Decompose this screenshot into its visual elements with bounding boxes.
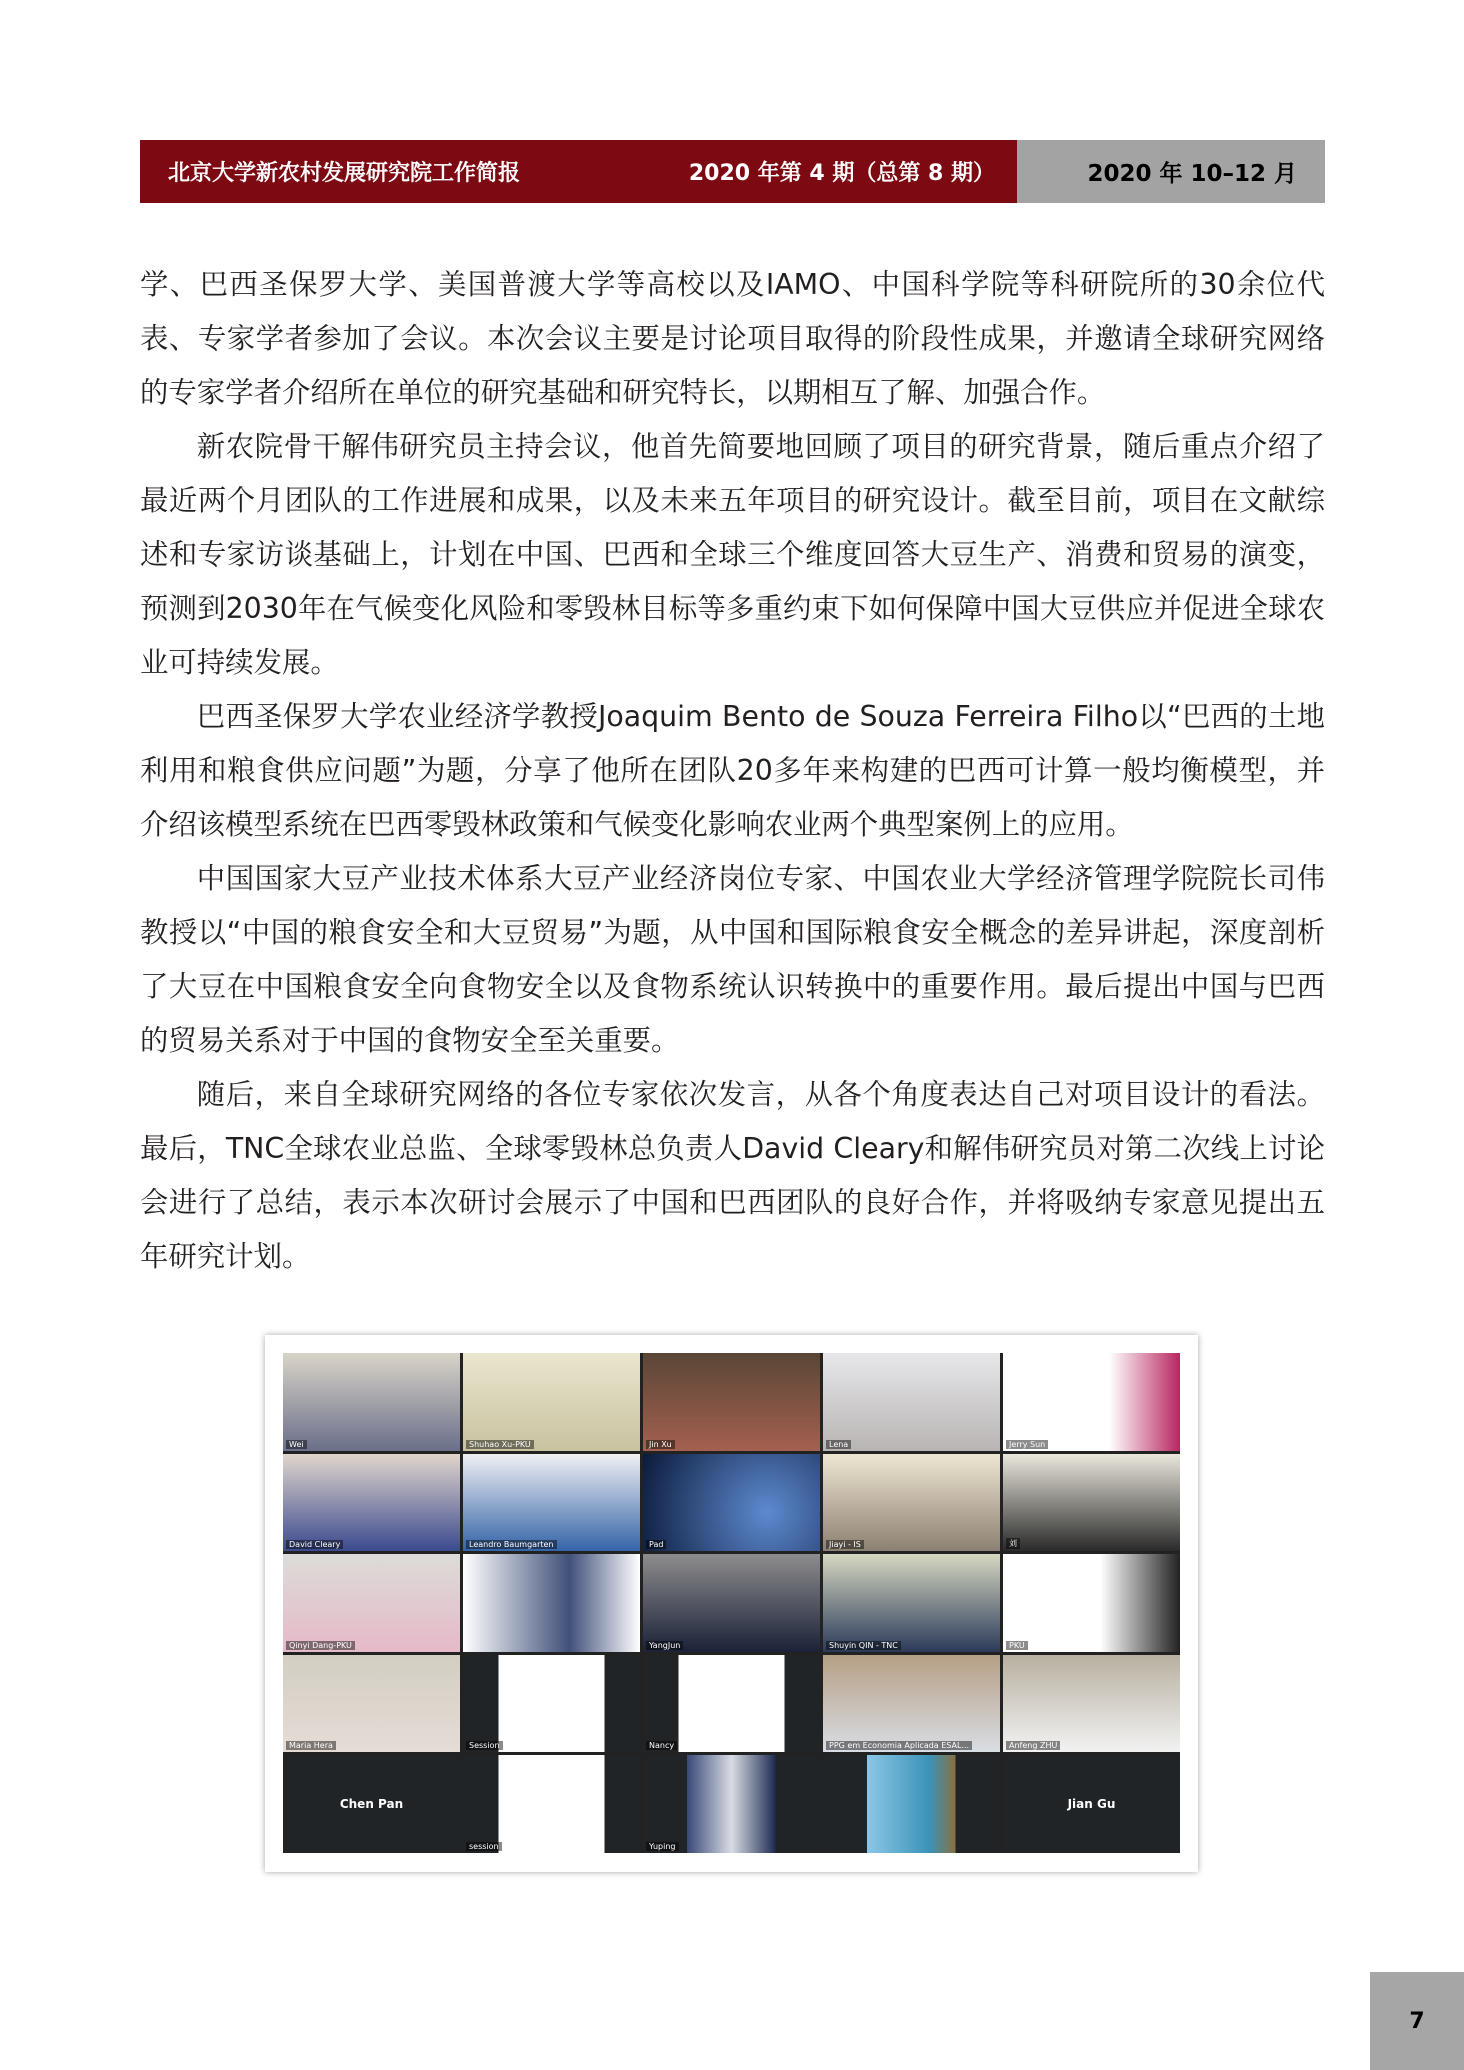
participant-name: YangJun xyxy=(646,1641,683,1650)
participant-name: Jerry Sun xyxy=(1006,1440,1048,1449)
participant-tile xyxy=(643,1353,820,1451)
paragraph: 中国国家大豆产业技术体系大豆产业经济岗位专家、中国农业大学经济管理学院院长司伟教授以“中国的粮食安全和大豆贸易”为题，从中国和国际粮食安全概念的差异讲起，深度剖析了大豆在中国粮食安全向食物安全以及食物系统认识转换中的重要作用。最后提出中国与巴西的贸易关系对于中国的食物安全至关重要。 xyxy=(140,862,1325,1057)
participant-name: Shuhao Xu-PKU xyxy=(466,1440,534,1449)
participant-tile xyxy=(823,1353,1000,1451)
participant-tile xyxy=(283,1353,460,1451)
running-header xyxy=(140,140,1325,203)
participant-tile xyxy=(1003,1353,1180,1451)
participant-name: Jiayi - IS xyxy=(826,1540,864,1549)
participant-name: Wei xyxy=(286,1440,307,1449)
participant-tile xyxy=(1003,1655,1180,1753)
participant-tile xyxy=(643,1655,820,1753)
participant-name: PPG em Economia Aplicada ESAL... xyxy=(826,1741,972,1750)
paragraph: 巴西圣保罗大学农业经济学教授Joaquim Bento de Souza Ferreira Filho以“巴西的土地利用和粮食供应问题”为题，分享了他所在团队20多年来构建的巴西可计算一般均衡模型，并介绍该模型系统在巴西零毁林政策和气候变化影响农业两个典型案例上的应用。 xyxy=(140,700,1325,841)
issue-period: 2020 年 10–12 月 xyxy=(1087,161,1297,187)
participant-name: David Cleary xyxy=(286,1540,343,1549)
participant-tile xyxy=(823,1554,1000,1652)
paragraph: 随后，来自全球研究网络的各位专家依次发言，从各个角度表达自己对项目设计的看法。最后，TNC全球农业总监、全球零毁林总负责人David Cleary和解伟研究员对第二次线上讨论会进行了总结，表示本次研讨会展示了中国和巴西团队的良好合作，并将吸纳专家意见提出五年研究计划。 xyxy=(140,1078,1325,1273)
participant-name: Chen Pan xyxy=(339,1797,404,1812)
participant-tile xyxy=(1003,1454,1180,1552)
participant-name: Nancy xyxy=(646,1741,677,1750)
participant-tile xyxy=(463,1353,640,1451)
participant-name: Leandro Baumgarten xyxy=(466,1540,557,1549)
participant-name: session xyxy=(466,1842,502,1851)
participant-name: 刘 xyxy=(1006,1538,1020,1549)
participant-name: Yuping xyxy=(646,1842,679,1851)
participant-name: Jin Xu xyxy=(646,1440,675,1449)
participant-name: Shuyin QIN - TNC xyxy=(826,1641,901,1650)
participant-tile xyxy=(643,1755,820,1853)
participant-tile xyxy=(283,1554,460,1652)
participant-tile xyxy=(1003,1554,1180,1652)
participant-tile xyxy=(823,1655,1000,1753)
page-number-box xyxy=(1370,1972,1464,2070)
participant-tile xyxy=(463,1454,640,1552)
paragraph: 学、巴西圣保罗大学、美国普渡大学等高校以及IAMO、中国科学院等科研院所的30余位代表、专家学者参加了会议。本次会议主要是讨论项目取得的阶段性成果，并邀请全球研究网络的专家学者介绍所在单位的研究基础和研究特长，以期相互了解、加强合作。 xyxy=(140,268,1325,409)
participant-name: Session xyxy=(466,1741,503,1750)
issue-number: 2020 年第 4 期（总第 8 期） xyxy=(688,161,995,186)
participant-name: Jian Gu xyxy=(1067,1797,1116,1812)
participant-name: PKU xyxy=(1006,1641,1028,1650)
participant-name: Pad xyxy=(646,1540,666,1549)
participant-tile xyxy=(463,1755,640,1853)
participant-tile xyxy=(643,1454,820,1552)
participant-name: Qinyi Dang-PKU xyxy=(286,1641,355,1650)
video-conference-photo xyxy=(265,1335,1198,1872)
participant-tile xyxy=(643,1554,820,1652)
participant-name: Maria Hera xyxy=(286,1741,336,1750)
header-title-bar xyxy=(140,140,1017,203)
participant-tile xyxy=(283,1454,460,1552)
article-body xyxy=(140,258,1325,1284)
participant-grid xyxy=(283,1353,1180,1853)
publication-title: 北京大学新农村发展研究院工作简报 xyxy=(168,161,521,186)
participant-tile xyxy=(823,1755,1000,1853)
participant-tile xyxy=(463,1655,640,1753)
participant-tile xyxy=(1003,1755,1180,1853)
participant-name: Lena xyxy=(826,1440,851,1449)
paragraph: 新农院骨干解伟研究员主持会议，他首先简要地回顾了项目的研究背景，随后重点介绍了最近两个月团队的工作进展和成果，以及未来五年项目的研究设计。截至目前，项目在文献综述和专家访谈基础上，计划在中国、巴西和全球三个维度回答大豆生产、消费和贸易的演变，预测到2030年在气候变化风险和零毁林目标等多重约束下如何保障中国大豆供应并促进全球农业可持续发展。 xyxy=(140,430,1325,679)
participant-name: Anfeng ZHU xyxy=(1006,1741,1060,1750)
participant-tile xyxy=(283,1655,460,1753)
participant-tile xyxy=(823,1454,1000,1552)
participant-tile xyxy=(283,1755,460,1853)
participant-tile xyxy=(463,1554,640,1652)
page-number: 7 xyxy=(1409,2008,1425,2034)
header-period-bar xyxy=(1017,140,1325,203)
